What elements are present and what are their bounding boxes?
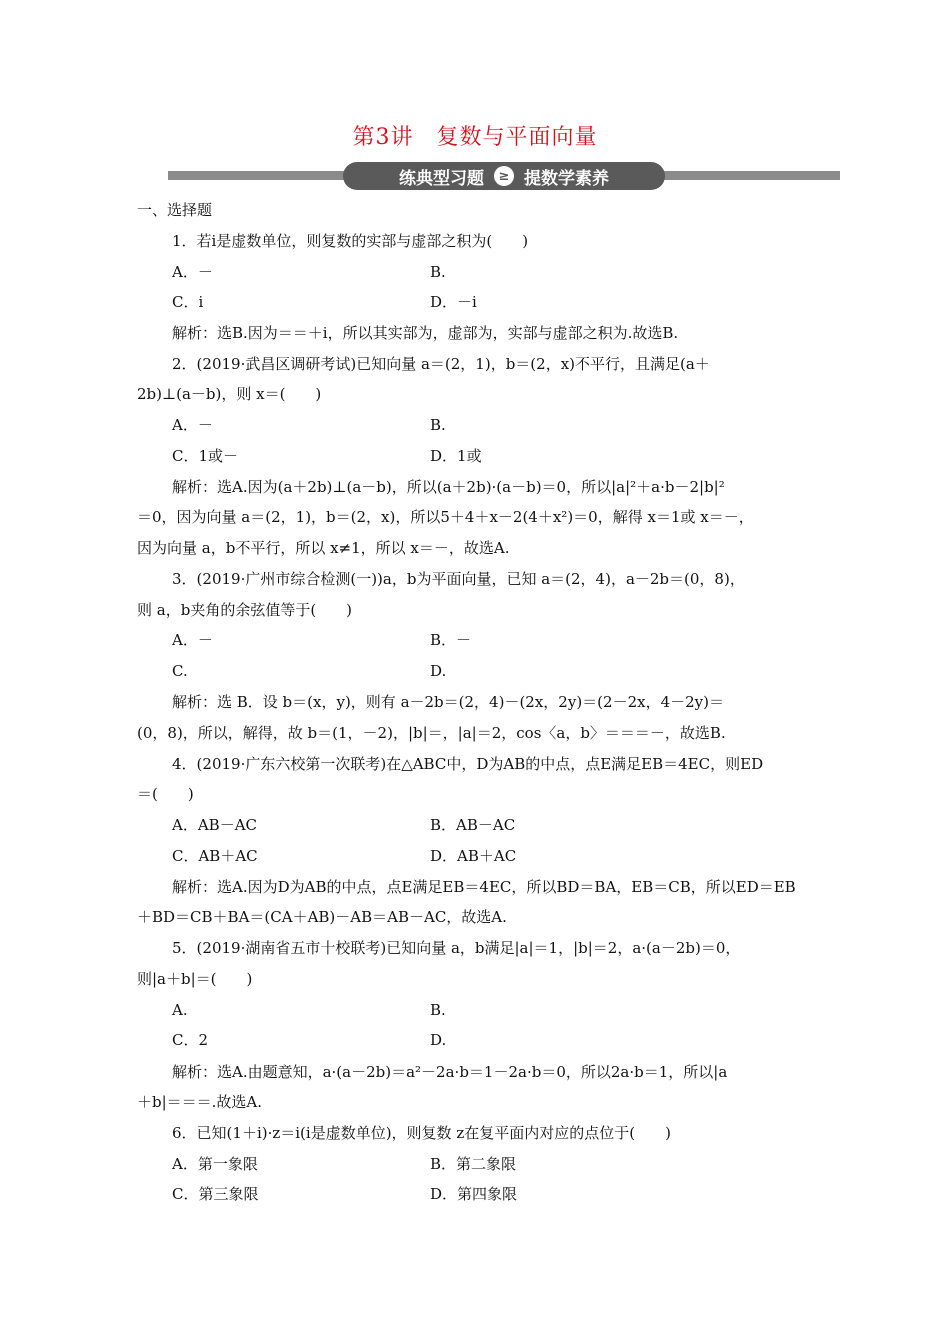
question-4-line-1: 4．(2019·广东六校第一次联考)在△ABC中，D为AB的中点，点E满足EB＝4EC，则ED [172,755,764,773]
q5-solution-line-2: ＋b|＝＝＝.故选A. [137,1093,263,1111]
q3-solution-line-1: 解析：选 B．设 b＝(x，y)，则有 a－2b＝(2，4)－(2x，2y)＝(2－2x，4－2y)＝ [172,693,724,711]
q6-option-c: C．第三象限 [172,1185,259,1203]
q4-option-d: D．AB＋AC [430,847,517,865]
section-heading: 一、选择题 [137,201,213,219]
q1-option-b: B. [430,263,446,281]
question-6: 6．已知(1＋i)·z＝i(i是虚数单位)，则复数 z在复平面内对应的点位于( ) [172,1124,671,1142]
q5-option-d: D. [430,1031,447,1049]
banner-bar-left [168,171,368,180]
question-2-line-1: 2．(2019·武昌区调研考试)已知向量 a＝(2，1)，b＝(2，x)不平行，且满足(a＋ [172,355,710,373]
banner-bar-right [640,171,840,180]
q2-solution-line-2: ＝0，因为向量 a＝(2，1)，b＝(2，x)，所以5＋4＋x－2(4＋x²)＝0，解得 x＝1或 x＝－， [137,508,754,526]
q6-option-d: D．第四象限 [430,1185,518,1203]
q3-option-b: B．－ [430,631,472,649]
question-3-line-2: 则 a，b夹角的余弦值等于( ) [137,601,353,619]
question-2-line-2: 2b)⊥(a－b)，则 x＝( ) [137,385,322,403]
q1-solution: 解析：选B.因为＝＝＋i，所以其实部为，虚部为，实部与虚部之积为.故选B. [172,324,679,342]
q3-solution-line-2: (0，8)，所以，解得，故 b＝(1，－2)，|b|＝，|a|＝2，cos〈a，b〉＝＝＝－，故选B. [137,724,726,742]
q1-option-c: C．i [172,293,204,311]
question-1: 1．若i是虚数单位，则复数的实部与虚部之积为( ) [172,232,529,250]
q2-option-d: D．1或 [430,447,482,465]
banner-left-text: 练典型习题 [399,168,484,189]
q5-option-c: C．2 [172,1031,209,1049]
q2-solution-line-3: 因为向量 a，b不平行，所以 x≠1，所以 x＝－，故选A. [137,539,510,557]
question-3-line-1: 3．(2019·广州市综合检测(一))a，b为平面向量，已知 a＝(2，4)，a－2b＝(0，8)， [172,570,745,588]
section-banner [168,162,840,190]
banner-badge-icon: ≥ [494,166,514,186]
q4-option-b: B．AB－AC [430,816,516,834]
q6-option-a: A．第一象限 [172,1155,258,1173]
q3-option-a: A．－ [172,631,213,649]
q5-option-a: A. [172,1001,188,1019]
q4-solution-line-2: ＋BD＝CB＋BA＝(CA＋AB)－AB＝AB－AC，故选A. [137,908,507,926]
banner-right-text: 提数学素养 [524,168,609,189]
q1-option-a: A．－ [172,263,213,281]
q3-option-d: D. [430,662,447,680]
q4-option-c: C．AB＋AC [172,847,258,865]
q5-option-b: B. [430,1001,446,1019]
q2-solution-line-1: 解析：选A.因为(a＋2b)⊥(a－b)，所以(a＋2b)·(a－b)＝0，所以|a|²＋a·b－2|b|² [172,478,725,496]
page-title: 第3讲 复数与平面向量 [352,125,598,150]
q2-option-b: B. [430,416,446,434]
q2-option-a: A．－ [172,416,213,434]
q2-option-c: C．1或－ [172,447,239,465]
question-5-line-1: 5．(2019·湖南省五市十校联考)已知向量 a，b满足|a|＝1，|b|＝2，a·(a－2b)＝0， [172,939,741,957]
question-4-line-2: ＝( ) [137,785,194,803]
q4-solution-line-1: 解析：选A.因为D为AB的中点，点E满足EB＝4EC，所以BD＝BA，EB＝CB，所以ED＝EB [172,878,796,896]
q3-option-c: C. [172,662,188,680]
q6-option-b: B．第二象限 [430,1155,517,1173]
banner-pill [343,162,665,190]
q5-solution-line-1: 解析：选A.由题意知，a·(a－2b)＝a²－2a·b＝1－2a·b＝0，所以2a·b＝1，所以|a [172,1063,728,1081]
q1-option-d: D．－i [430,293,477,311]
q4-option-a: A．AB－AC [172,816,257,834]
question-5-line-2: 则|a＋b|＝( ) [137,970,253,988]
